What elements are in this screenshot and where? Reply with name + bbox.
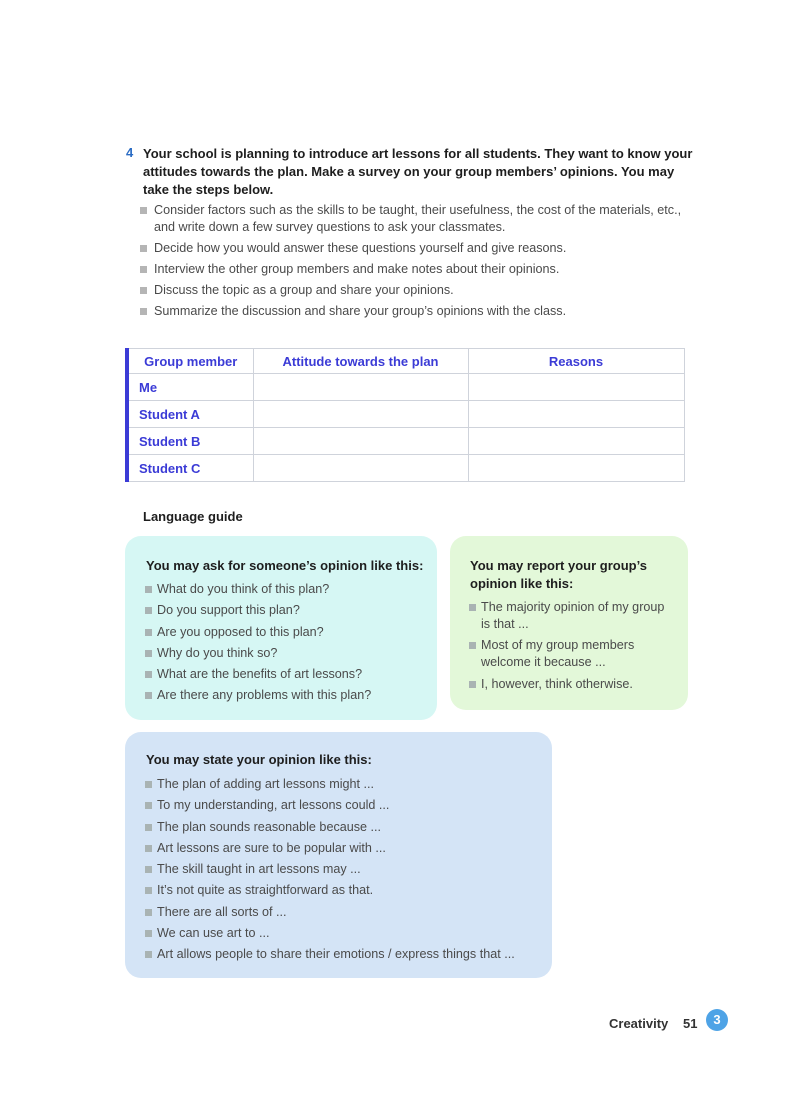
list-item: Interview the other group members and make notes about their opinions. [140,261,700,278]
list-item: Most of my group members welcome it because ... [469,637,674,671]
table-row [127,374,684,401]
column-header-group-member: Group member [127,349,253,374]
list-item: Are there any problems with this plan? [145,687,430,704]
attitude-cell[interactable] [253,428,468,455]
square-bullet-icon [145,951,152,958]
reasons-cell[interactable] [468,401,684,428]
square-bullet-icon [469,681,476,688]
square-bullet-icon [469,604,476,611]
square-bullet-icon [140,245,147,252]
list-item: There are all sorts of ... [145,904,545,921]
square-bullet-icon [145,607,152,614]
survey-table [125,348,685,482]
list-item: What do you think of this plan? [145,581,430,598]
list-item: Art allows people to share their emotions / express things that ... [145,946,545,963]
language-guide-title: Language guide [143,509,243,524]
list-item: The plan of adding art lessons might ... [145,776,545,793]
report-opinion-box [450,536,688,710]
attitude-cell[interactable] [253,455,468,482]
square-bullet-icon [140,287,147,294]
page-number: 51 [683,1016,698,1031]
row-label: Student A [127,401,253,428]
reasons-cell[interactable] [468,374,684,401]
square-bullet-icon [145,930,152,937]
list-item: The plan sounds reasonable because ... [145,819,545,836]
steps-list [140,202,700,324]
square-bullet-icon [145,650,152,657]
list-item: To my understanding, art lessons could ... [145,797,545,814]
list-item: It’s not quite as straightforward as that. [145,882,545,899]
unit-name: Creativity [609,1016,669,1031]
ask-opinion-list [145,581,430,709]
list-item: We can use art to ... [145,925,545,942]
square-bullet-icon [140,207,147,214]
attitude-cell[interactable] [253,374,468,401]
list-item: Consider factors such as the skills to be taught, their usefulness, the cost of the materials, etc., and write down a few survey questions to ask your classmates. [140,202,700,236]
question-prompt: Your school is planning to introduce art lessons for all students. They want to know your attitudes towards the plan. Make a survey on your group members’ opinions. You may take the steps below. [143,146,693,197]
list-item: Decide how you would answer these questions yourself and give reasons. [140,240,700,257]
reasons-cell[interactable] [468,428,684,455]
list-item: What are the benefits of art lessons? [145,666,430,683]
row-label: Me [127,374,253,401]
square-bullet-icon [145,909,152,916]
square-bullet-icon [145,629,152,636]
table-header-row [127,349,684,374]
list-item: I, however, think otherwise. [469,676,674,693]
square-bullet-icon [145,887,152,894]
square-bullet-icon [145,671,152,678]
table-row [127,455,684,482]
question-number: 4 [126,145,134,160]
square-bullet-icon [145,586,152,593]
column-header-attitude: Attitude towards the plan [253,349,468,374]
list-item: The skill taught in art lessons may ... [145,861,545,878]
state-opinion-heading: You may state your opinion like this: [146,752,372,767]
row-label: Student C [127,455,253,482]
column-header-reasons: Reasons [468,349,684,374]
unit-number-badge: 3 [706,1009,728,1031]
square-bullet-icon [145,866,152,873]
square-bullet-icon [140,266,147,273]
list-item: Are you opposed to this plan? [145,624,430,641]
state-opinion-list [145,776,545,968]
square-bullet-icon [145,845,152,852]
ask-opinion-box [125,536,437,720]
table-row [127,428,684,455]
list-item: Art lessons are sure to be popular with ... [145,840,545,857]
attitude-cell[interactable] [253,401,468,428]
state-opinion-box [125,732,552,978]
list-item: Discuss the topic as a group and share your opinions. [140,282,700,299]
reasons-cell[interactable] [468,455,684,482]
ask-opinion-heading: You may ask for someone’s opinion like this: [146,558,424,573]
list-item: Why do you think so? [145,645,430,662]
square-bullet-icon [145,824,152,831]
list-item: Summarize the discussion and share your group’s opinions with the class. [140,303,700,320]
square-bullet-icon [145,692,152,699]
square-bullet-icon [145,802,152,809]
square-bullet-icon [145,781,152,788]
table-row [127,401,684,428]
report-opinion-heading: You may report your group’s opinion like this: [470,558,647,591]
row-label: Student B [127,428,253,455]
list-item: Do you support this plan? [145,602,430,619]
list-item: The majority opinion of my group is that ... [469,599,674,633]
report-opinion-list [469,599,674,697]
square-bullet-icon [469,642,476,649]
square-bullet-icon [140,308,147,315]
